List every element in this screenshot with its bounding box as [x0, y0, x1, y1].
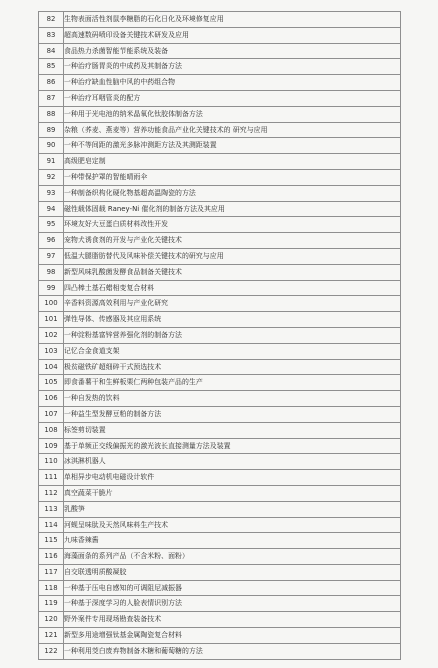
- table-row: [39, 122, 401, 138]
- table-row: [39, 343, 401, 359]
- table-row: [39, 612, 401, 628]
- row-number: 83: [39, 27, 64, 43]
- row-number: 91: [39, 154, 64, 170]
- row-number: 88: [39, 106, 64, 122]
- project-title: 一种用于光电池的纳米晶氧化钛胶体制备方法: [64, 106, 401, 122]
- project-title: 一种治疗缺血性脑中风的中药组合物: [64, 75, 401, 91]
- project-title: 基于单频正交线偏振光的激光波长直接测量方法及装置: [64, 438, 401, 454]
- row-number: 116: [39, 549, 64, 565]
- table-row: [39, 248, 401, 264]
- project-title: 九味香辣酱: [64, 533, 401, 549]
- project-title: 一种带保护罩的智能晴雨伞: [64, 169, 401, 185]
- table-row: [39, 90, 401, 106]
- project-title: 即食番薯干和生鲜板栗仁两种包装产品的生产: [64, 375, 401, 391]
- project-title: 海藻面条的系列产品（不含米粉、面粉）: [64, 549, 401, 565]
- table-row: [39, 549, 401, 565]
- row-number: 85: [39, 59, 64, 75]
- table-row: [39, 564, 401, 580]
- row-number: 84: [39, 43, 64, 59]
- row-number: 108: [39, 422, 64, 438]
- table-row: [39, 233, 401, 249]
- row-number: 111: [39, 470, 64, 486]
- row-number: 121: [39, 628, 64, 644]
- table-row: [39, 501, 401, 517]
- project-title: 宠物犬诱食剂的开发与产业化关键技术: [64, 233, 401, 249]
- row-number: 101: [39, 312, 64, 328]
- row-number: 122: [39, 643, 64, 659]
- row-number: 89: [39, 122, 64, 138]
- row-number: 110: [39, 454, 64, 470]
- project-title: 极贫磁铁矿超细碎干式预选技术: [64, 359, 401, 375]
- table-row: [39, 59, 401, 75]
- row-number: 105: [39, 375, 64, 391]
- row-number: 82: [39, 12, 64, 28]
- project-title: 高级肥皂定制: [64, 154, 401, 170]
- table-row: [39, 485, 401, 501]
- project-title: 一种淀粉基富锌营养强化剂的制备方法: [64, 327, 401, 343]
- table-row: [39, 154, 401, 170]
- table-row: [39, 217, 401, 233]
- project-title: 河蚬呈味肽及天然风味料生产技术: [64, 517, 401, 533]
- row-number: 98: [39, 264, 64, 280]
- table-row: [39, 264, 401, 280]
- table-row: [39, 391, 401, 407]
- project-title: 新型多用途增强钛基金属陶瓷复合材料: [64, 628, 401, 644]
- row-number: 97: [39, 248, 64, 264]
- project-title: 杂粮（荞麦、燕麦等）营养功能食品产业化关键技术的 研究与应用: [64, 122, 401, 138]
- row-number: 102: [39, 327, 64, 343]
- row-number: 109: [39, 438, 64, 454]
- table-row: [39, 438, 401, 454]
- row-number: 103: [39, 343, 64, 359]
- project-title: 一种益生型发酵豆粕的制备方法: [64, 406, 401, 422]
- project-title: 低温大腿脂肪替代及风味补偿关键技术的研究与应用: [64, 248, 401, 264]
- project-title: 冰淇淋机器人: [64, 454, 401, 470]
- table-row: [39, 75, 401, 91]
- table-row: [39, 27, 401, 43]
- project-title: 乳酸笋: [64, 501, 401, 517]
- table-row: [39, 280, 401, 296]
- table-row: [39, 327, 401, 343]
- table-row: [39, 454, 401, 470]
- project-title: 自交联透明质酸凝胶: [64, 564, 401, 580]
- table-row: [39, 533, 401, 549]
- table-row: [39, 406, 401, 422]
- table-row: [39, 470, 401, 486]
- table-row: [39, 185, 401, 201]
- table-row: [39, 628, 401, 644]
- project-list-table: [38, 11, 401, 660]
- table-row: [39, 596, 401, 612]
- table-row: [39, 580, 401, 596]
- table-row: [39, 138, 401, 154]
- table-row: [39, 517, 401, 533]
- row-number: 113: [39, 501, 64, 517]
- table-row: [39, 296, 401, 312]
- row-number: 100: [39, 296, 64, 312]
- table-row: [39, 201, 401, 217]
- row-number: 104: [39, 359, 64, 375]
- project-title: 单相异步电动机电磁设计软件: [64, 470, 401, 486]
- project-title: 四凸棒土基石蜡相变复合材料: [64, 280, 401, 296]
- row-number: 114: [39, 517, 64, 533]
- project-title: 一种自发热的饮料: [64, 391, 401, 407]
- project-title: 一种不等间距的激光多脉冲测距方法及其测距装置: [64, 138, 401, 154]
- project-title: 新型风味乳酸菌发酵食品制备关键技术: [64, 264, 401, 280]
- project-title: 一种利用茭白废弃物制备木糖和葡萄糖的方法: [64, 643, 401, 659]
- project-title: 真空蔬菜干脆片: [64, 485, 401, 501]
- project-list-body: [39, 12, 401, 660]
- project-title: 生物表面活性剂鼠李糖脂的石化日化及环境修复应用: [64, 12, 401, 28]
- row-number: 95: [39, 217, 64, 233]
- project-title: 环境友好大豆蛋白质材料改性开发: [64, 217, 401, 233]
- row-number: 93: [39, 185, 64, 201]
- project-title: 一种基于深度学习的人脸表情识别方法: [64, 596, 401, 612]
- project-title: 野外案件专用现场勘查装备技术: [64, 612, 401, 628]
- project-title: 一种制备织构化硬化物基超高温陶瓷的方法: [64, 185, 401, 201]
- table-row: [39, 359, 401, 375]
- row-number: 112: [39, 485, 64, 501]
- row-number: 120: [39, 612, 64, 628]
- table-row: [39, 43, 401, 59]
- row-number: 106: [39, 391, 64, 407]
- table-row: [39, 312, 401, 328]
- row-number: 99: [39, 280, 64, 296]
- row-number: 119: [39, 596, 64, 612]
- row-number: 115: [39, 533, 64, 549]
- row-number: 107: [39, 406, 64, 422]
- project-title: 弹性导体、传感器及其应用系统: [64, 312, 401, 328]
- table-row: [39, 106, 401, 122]
- project-title: 一种基于压电自感知的可调阻尼减振器: [64, 580, 401, 596]
- row-number: 96: [39, 233, 64, 249]
- project-title: 超高速数码喷印设备关键技术研发及应用: [64, 27, 401, 43]
- table-row: [39, 169, 401, 185]
- row-number: 86: [39, 75, 64, 91]
- table-row: [39, 422, 401, 438]
- row-number: 87: [39, 90, 64, 106]
- project-title: 食品热力杀菌智能节能系统及装备: [64, 43, 401, 59]
- project-title: 磁性载体固载 Raney-Ni 催化剂的制备方法及其应用: [64, 201, 401, 217]
- table-row: [39, 375, 401, 391]
- project-title: 记忆合金食道支架: [64, 343, 401, 359]
- project-title: 一种治疗肠胃炎的中成药及其制备方法: [64, 59, 401, 75]
- row-number: 118: [39, 580, 64, 596]
- row-number: 94: [39, 201, 64, 217]
- project-title: 辛香料资源高效利用与产业化研究: [64, 296, 401, 312]
- project-title: 标签剪切装置: [64, 422, 401, 438]
- table-row: [39, 643, 401, 659]
- row-number: 90: [39, 138, 64, 154]
- row-number: 117: [39, 564, 64, 580]
- table-row: [39, 12, 401, 28]
- row-number: 92: [39, 169, 64, 185]
- project-title: 一种治疗耳咽管炎的配方: [64, 90, 401, 106]
